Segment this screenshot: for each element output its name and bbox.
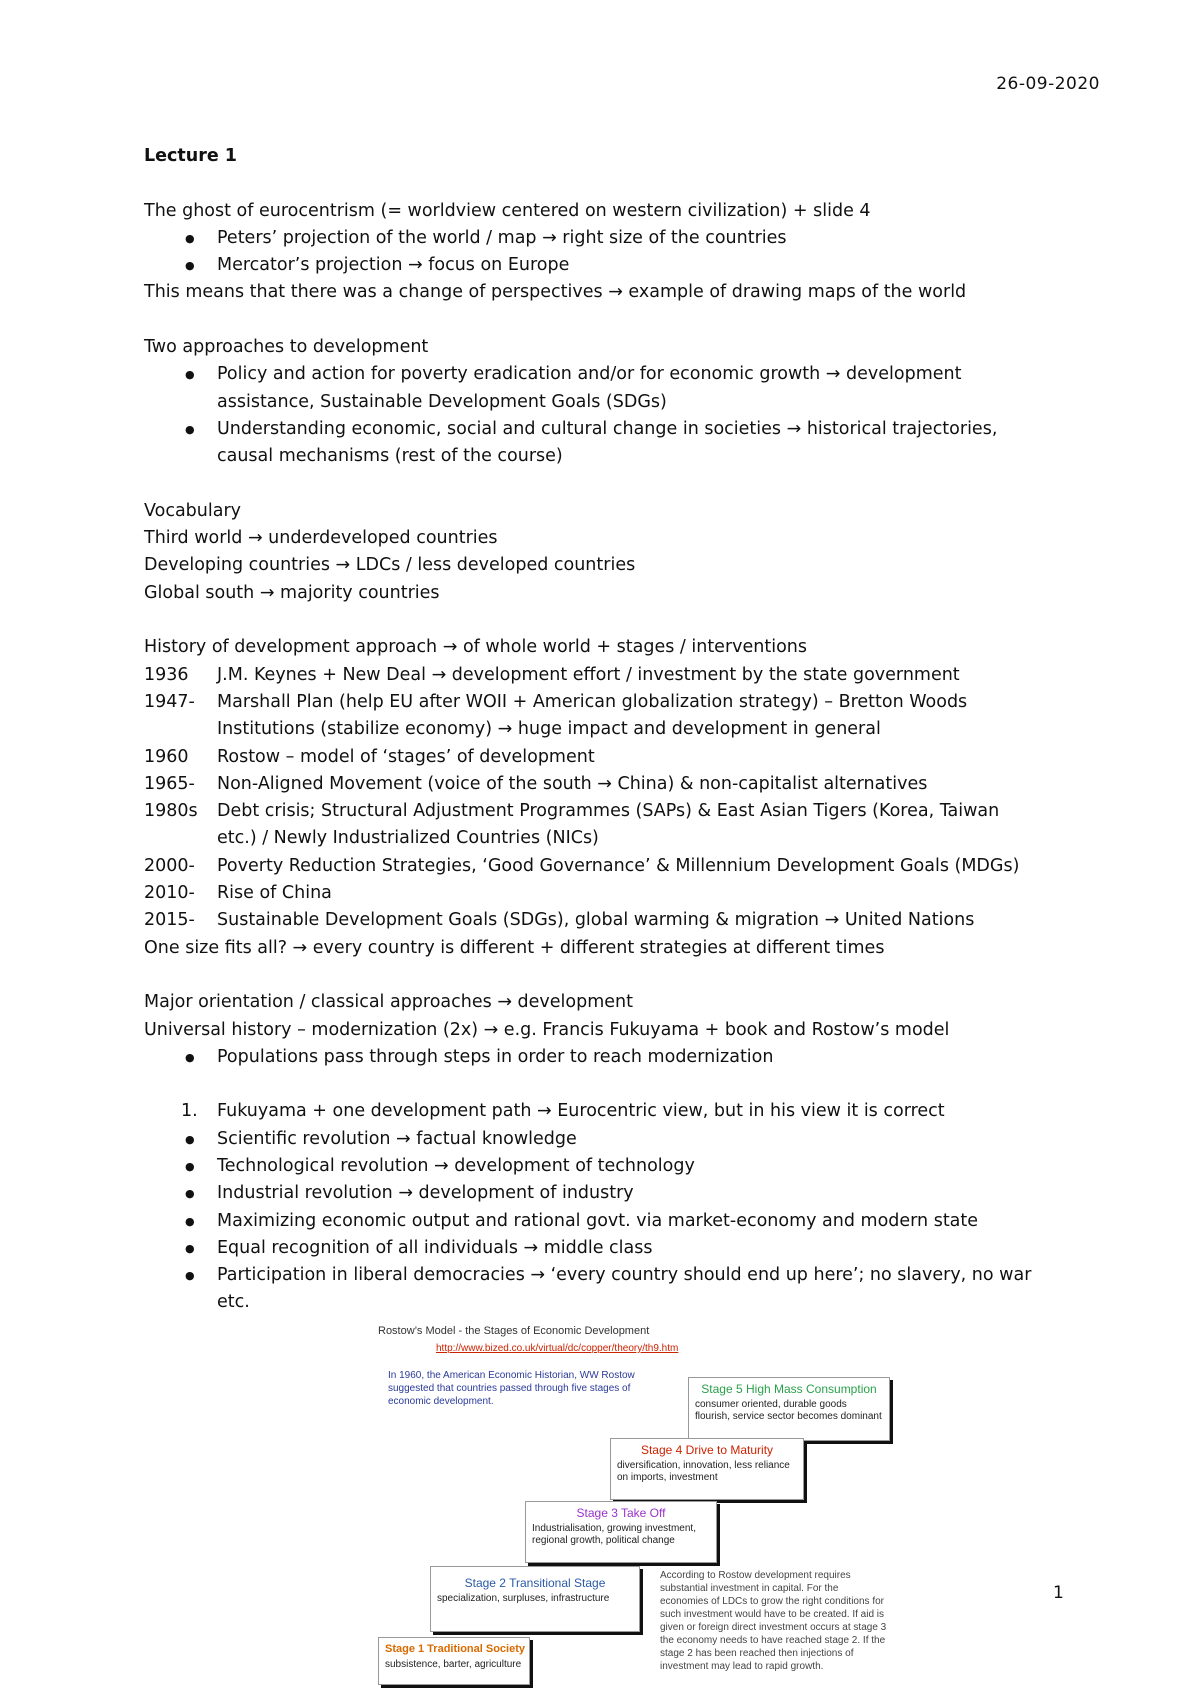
history-row bbox=[144, 744, 1064, 771]
vocabulary-line: Third world → underdeveloped countries bbox=[144, 528, 498, 549]
stage-5-box bbox=[688, 1377, 890, 1441]
bullet-item: ● Technological revolution → development of technology bbox=[144, 1153, 1064, 1180]
history-text: Marshall Plan (help EU after WOII + American globalization strategy) – Bretton Woods bbox=[217, 691, 968, 712]
history-row bbox=[144, 662, 1064, 689]
eurocentrism-note: This means that there was a change of perspectives → example of drawing maps of the world bbox=[144, 282, 967, 303]
stage-title: Stage 1 Traditional Society bbox=[385, 1643, 525, 1655]
numbered-label: 1. bbox=[181, 1101, 198, 1122]
bullet-item: ● Scientific revolution → factual knowledge bbox=[144, 1126, 1064, 1153]
figure-link[interactable]: http://www.bized.co.uk/virtual/dc/copper/theory/th9.htm bbox=[436, 1343, 679, 1354]
history-continuation: etc.) / Newly Industrialized Countries (NICs) bbox=[217, 828, 599, 849]
history-text: Rostow – model of ‘stages’ of development bbox=[217, 746, 595, 767]
history-row bbox=[144, 689, 1064, 716]
stage-description: subsistence, barter, agriculture bbox=[385, 1659, 522, 1670]
bullet-item: ● Understanding economic, social and cultural change in societies → historical trajectories, bbox=[144, 416, 1064, 443]
orientation-heading: Major orientation / classical approaches → development bbox=[144, 992, 633, 1013]
history-continuation: Institutions (stabilize economy) → huge impact and development in general bbox=[217, 719, 881, 740]
numbered-item bbox=[144, 1098, 1064, 1125]
orientation-subheading: Universal history – modernization (2x) → e.g. Francis Fukuyama + book and Rostow’s model bbox=[144, 1019, 950, 1040]
history-text: J.M. Keynes + New Deal → development effort / investment by the state government bbox=[217, 664, 960, 685]
vocabulary-line: Developing countries → LDCs / less developed countries bbox=[144, 555, 636, 576]
bullet-item: ● Populations pass through steps in order to reach modernization bbox=[144, 1044, 1064, 1071]
stage-title: Stage 4 Drive to Maturity bbox=[640, 1443, 774, 1457]
history-text: Rise of China bbox=[217, 883, 332, 904]
history-year: 1936 bbox=[144, 664, 189, 685]
history-row bbox=[144, 771, 1064, 798]
approaches-heading: Two approaches to development bbox=[144, 337, 429, 358]
history-year: 2010- bbox=[144, 883, 195, 904]
history-row bbox=[144, 907, 1064, 934]
figure-title: Rostow’s Model - the Stages of Economic Development bbox=[378, 1325, 650, 1337]
stage-description: diversification, innovation, less reliance on imports, investment bbox=[617, 1460, 790, 1483]
stage-description: consumer oriented, durable goods flourish, service sector becomes dominant bbox=[695, 1399, 882, 1422]
history-text: Non-Aligned Movement (voice of the south → China) & non-capitalist alternatives bbox=[217, 773, 928, 794]
history-row bbox=[144, 798, 1064, 825]
figure-note: According to Rostow development requires substantial investment in capital. For the economies of LDCs to grow the right conditions for such investment would have to be created. If aid is given or foreign direct investment occurs at stage 3 the economy needs to have reached stage 2. If the stage 2 has been reached then injections of investment may lead to rapid growth. bbox=[660, 1570, 887, 1672]
vocabulary-heading: Vocabulary bbox=[144, 500, 242, 521]
stage-title: Stage 2 Transitional Stage bbox=[464, 1576, 606, 1590]
bullet-item: ● Mercator’s projection → focus on Europe bbox=[144, 252, 1064, 279]
history-row bbox=[144, 853, 1064, 880]
history-year: 1960 bbox=[144, 746, 189, 767]
stage-1-box bbox=[378, 1637, 530, 1685]
history-text: Poverty Reduction Strategies, ‘Good Governance’ & Millennium Development Goals (MDGs) bbox=[217, 855, 1020, 876]
bullet-item: ● Maximizing economic output and rational govt. via market-economy and modern state bbox=[144, 1208, 1064, 1235]
document-date: 26-09-2020 bbox=[996, 74, 1100, 94]
figure-intro: In 1960, the American Economic Historian, WW Rostow suggested that countries passed through five stages of economic development. bbox=[388, 1370, 635, 1407]
rostow-model-figure bbox=[370, 1325, 900, 1695]
history-year: 2015- bbox=[144, 910, 195, 931]
history-text: Debt crisis; Structural Adjustment Programmes (SAPs) & East Asian Tigers (Korea, Taiwan bbox=[217, 801, 1000, 822]
history-year: 1965- bbox=[144, 773, 195, 794]
bullet-item: ● Policy and action for poverty eradication and/or for economic growth → development bbox=[144, 361, 1064, 388]
page-number: 1 bbox=[1053, 1583, 1064, 1603]
history-note: One size fits all? → every country is different + different strategies at different times bbox=[144, 937, 885, 958]
bullet-item: ● Participation in liberal democracies → ‘every country should end up here’; no slavery, no war bbox=[144, 1262, 1064, 1289]
eurocentrism-heading: The ghost of eurocentrism (= worldview centered on western civilization) + slide 4 bbox=[144, 200, 871, 221]
history-heading: History of development approach → of whole world + stages / interventions bbox=[144, 637, 807, 658]
stage-title: Stage 5 High Mass Consumption bbox=[701, 1382, 877, 1396]
bullet-item: ● Peters’ projection of the world / map → right size of the countries bbox=[144, 225, 1064, 252]
history-text: Sustainable Development Goals (SDGs), global warming & migration → United Nations bbox=[217, 910, 975, 931]
stage-description: Industrialisation, growing investment, regional growth, political change bbox=[532, 1523, 696, 1546]
stage-title: Stage 3 Take Off bbox=[576, 1506, 666, 1520]
history-year: 1980s bbox=[144, 801, 198, 822]
lecture-title: Lecture 1 bbox=[144, 146, 237, 166]
history-year: 1947- bbox=[144, 691, 195, 712]
history-row bbox=[144, 880, 1064, 907]
bullet-continuation: etc. bbox=[217, 1292, 250, 1313]
history-year: 2000- bbox=[144, 855, 195, 876]
lecture-notes bbox=[144, 143, 1064, 1317]
bullet-continuation: assistance, Sustainable Development Goals (SDGs) bbox=[217, 391, 667, 412]
stage-4-box bbox=[610, 1438, 804, 1500]
stage-description: specialization, surpluses, infrastructure bbox=[437, 1593, 610, 1604]
bullet-item: ● Industrial revolution → development of industry bbox=[144, 1180, 1064, 1207]
bullet-item: ● Equal recognition of all individuals → middle class bbox=[144, 1235, 1064, 1262]
stage-2-box bbox=[430, 1566, 640, 1632]
stage-3-box bbox=[525, 1501, 717, 1563]
numbered-text: Fukuyama + one development path → Eurocentric view, but in his view it is correct bbox=[217, 1101, 945, 1122]
vocabulary-line: Global south → majority countries bbox=[144, 582, 440, 603]
bullet-continuation: causal mechanisms (rest of the course) bbox=[217, 446, 563, 467]
